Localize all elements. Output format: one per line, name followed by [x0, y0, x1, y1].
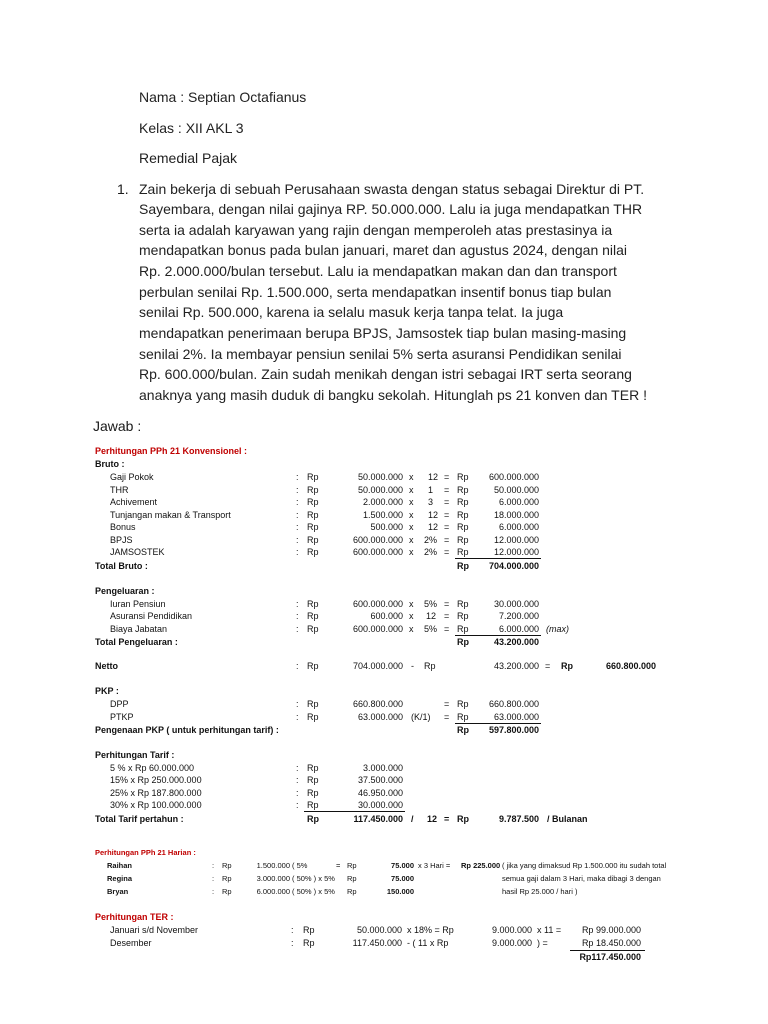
currency: Rp [457, 510, 469, 520]
currency: Rp [307, 763, 319, 773]
pengenaan-label: Pengenaan PKP ( untuk perhitungan tarif) : [95, 725, 279, 735]
row-name: Tunjangan makan & Transport [110, 510, 231, 520]
currency: Rp [457, 814, 469, 824]
row-pct: ( 50% ) x 5% [292, 874, 335, 883]
row-mult: x 3 Hari = [418, 861, 451, 870]
currency: Rp [307, 788, 319, 798]
tarif-label: Perhitungan Tarif : [95, 750, 175, 760]
currency: Rp [307, 611, 319, 621]
row-result: Rp 18.450.000 [581, 938, 641, 948]
row-name: 30% x Rp 100.000.000 [110, 800, 202, 810]
section-title-ter: Perhitungan TER : [95, 912, 174, 922]
row-name: Achivement [110, 497, 158, 507]
divide-sign: / [411, 814, 414, 824]
row-op: x [409, 510, 414, 520]
row-result: 63.000.000 [493, 712, 539, 722]
question-line: mendapatkan bonus pada bulan januari, maret dan agustus 2024, dengan nilai [139, 242, 628, 258]
equals: = [444, 522, 450, 532]
currency: Rp [307, 661, 319, 671]
equals: = [444, 547, 450, 557]
row-amount: 600.000 [370, 611, 403, 621]
question-line: Sayembara, dengan nilai gajinya RP. 50.000.000. Lalu ia juga mendapatkan THR [139, 201, 643, 217]
colon: : [291, 938, 294, 948]
currency: Rp [424, 661, 436, 671]
question-line: senilai Rp. 500.000, karena ia selalu masuk kerja tanpa telat. Ia juga [139, 304, 564, 320]
row-name: BPJS [110, 535, 133, 545]
colon: : [212, 874, 215, 883]
total-pengeluaran-value: 43.200.000 [493, 637, 539, 647]
colon: : [296, 522, 299, 532]
question-line: Rp. 2.000.000/bulan tersebut. Lalu ia mendapatkan makan dan dan transport [139, 263, 617, 279]
row-mult: 12 [426, 611, 437, 621]
ter-total: Rp117.450.000 [579, 952, 641, 962]
minus-sign: - [411, 661, 414, 671]
row-name: DPP [110, 699, 129, 709]
student-class: Kelas : XII AKL 3 [139, 120, 244, 136]
row-amount: 660.800.000 [352, 699, 403, 709]
currency: Rp [222, 874, 232, 883]
equals: = [444, 535, 450, 545]
row-name: Biaya Jabatan [110, 624, 168, 634]
colon: : [296, 599, 299, 609]
question-line: Rp. 600.000/bulan. Zain sudah menikah dengan istri sebagai IRT serta seorang [139, 366, 632, 382]
currency: Rp [457, 522, 469, 532]
row-note: ( jika yang dimaksud Rp 1.500.000 itu sudah total [502, 861, 667, 870]
row-mult: 5% [424, 624, 438, 634]
currency: Rp [347, 887, 357, 896]
netto-pengeluaran: 43.200.000 [493, 661, 539, 671]
currency: Rp [561, 661, 573, 671]
row-mult: 12 [428, 522, 439, 532]
row-mid: 9.000.000 [491, 925, 532, 935]
row-mult: 3 [428, 497, 434, 507]
row-result: 37.500.000 [357, 775, 403, 785]
currency: Rp [307, 814, 319, 824]
equals: = [444, 510, 450, 520]
row-mult: 12 [428, 510, 439, 520]
currency: Rp [457, 497, 469, 507]
row-amount: 500.000 [370, 522, 403, 532]
row-mult: 2% [424, 535, 438, 545]
row-amount: 600.000.000 [352, 535, 403, 545]
row-amount: 63.000.000 [357, 712, 403, 722]
colon: : [296, 800, 299, 810]
currency: Rp [307, 497, 319, 507]
currency: Rp [307, 599, 319, 609]
colon: : [296, 535, 299, 545]
row-mult: 2% [424, 547, 438, 557]
row-name: THR [110, 485, 129, 495]
row-name: Desember [110, 938, 152, 948]
colon: : [296, 624, 299, 634]
row-op: x [409, 497, 414, 507]
pengeluaran-label: Pengeluaran : [95, 586, 155, 596]
equals: = [545, 661, 551, 671]
row-mid: 9.000.000 [491, 938, 532, 948]
row-name: Regina [107, 874, 133, 883]
question-line: senilai 2%. Ia membayar pensiun senilai 5% serta asuransi Pendidikan senilai [139, 346, 622, 362]
equals: = [444, 699, 450, 709]
currency: Rp [457, 637, 469, 647]
row-amount: 600.000.000 [352, 624, 403, 634]
underline [304, 811, 405, 812]
row-amount: 50.000.000 [357, 472, 403, 482]
row-mult: x 11 = [537, 925, 562, 935]
currency: Rp [307, 712, 319, 722]
row-amount: 1.500.000 [256, 861, 290, 870]
currency: Rp [457, 699, 469, 709]
currency: Rp [457, 472, 469, 482]
row-amount: 600.000.000 [352, 599, 403, 609]
currency: Rp [307, 472, 319, 482]
equals: = [444, 497, 450, 507]
colon: : [296, 788, 299, 798]
colon: : [296, 611, 299, 621]
row-result: 6.000.000 [498, 497, 539, 507]
pengenaan-value: 597.800.000 [488, 725, 539, 735]
section-title-pph21: Perhitungan PPh 21 Konvensionel : [95, 446, 248, 456]
student-name: Nama : Septian Octafianus [139, 89, 307, 105]
currency: Rp [457, 535, 469, 545]
row-note: hasil Rp 25.000 / hari ) [502, 887, 578, 896]
question-number: 1. [117, 181, 129, 197]
question-line: anaknya yang masih duduk di bangku sekolah. Hitunglah ps 21 konven dan TER ! [139, 387, 647, 403]
colon: : [296, 763, 299, 773]
currency: Rp [457, 547, 469, 557]
colon: : [296, 699, 299, 709]
section-title-harian: Perhitungan PPh 21 Harian : [95, 848, 196, 857]
row-note: (max) [546, 624, 569, 634]
colon: : [296, 485, 299, 495]
row-result: 75.000 [391, 861, 414, 870]
equals: = [444, 485, 450, 495]
row-name: Gaji Pokok [110, 472, 154, 482]
total-bruto-label: Total Bruto : [95, 561, 148, 571]
row-pct: - ( 11 x Rp [407, 938, 449, 948]
equals: = [444, 599, 450, 609]
total-tarif-label: Total Tarif pertahun : [95, 814, 184, 824]
colon: : [296, 472, 299, 482]
row-result: 6.000.000 [498, 624, 539, 634]
currency: Rp [303, 925, 315, 935]
colon: : [296, 497, 299, 507]
row-mult: 5% [424, 599, 438, 609]
currency: Rp [347, 874, 357, 883]
currency: Rp [307, 535, 319, 545]
row-op: x [409, 522, 414, 532]
currency: Rp [307, 699, 319, 709]
row-name: Bryan [107, 887, 129, 896]
question-line: serta ia adalah karyawan yang rajin dengan memperoleh atas prestasinya ia [139, 222, 613, 238]
currency: Rp [457, 599, 469, 609]
netto-label: Netto [95, 661, 118, 671]
monthly-tax-value: 9.787.500 [498, 814, 539, 824]
equals: = [444, 611, 450, 621]
row-result: 12.000.000 [493, 535, 539, 545]
currency: Rp [347, 861, 357, 870]
row-total: Rp 225.000 [461, 861, 501, 870]
currency: Rp [457, 485, 469, 495]
equals: = [444, 472, 450, 482]
currency: Rp [307, 775, 319, 785]
pkp-label: PKP : [95, 686, 119, 696]
row-result: 30.000.000 [357, 800, 403, 810]
row-op: x [409, 485, 414, 495]
monthly-unit: / Bulanan [547, 814, 588, 824]
underline [455, 558, 541, 559]
row-result: 3.000.000 [362, 763, 403, 773]
row-name: PTKP [110, 712, 134, 722]
row-name: 25% x Rp 187.800.000 [110, 788, 202, 798]
row-op: x [409, 535, 414, 545]
row-name: Bonus [110, 522, 136, 532]
netto-bruto: 704.000.000 [352, 661, 403, 671]
total-tarif-value: 117.450.000 [353, 814, 403, 824]
row-result: 6.000.000 [498, 522, 539, 532]
currency: Rp [457, 611, 469, 621]
row-result: 18.000.000 [493, 510, 539, 520]
colon: : [296, 712, 299, 722]
row-amount: 50.000.000 [357, 485, 403, 495]
row-name: Januari s/d November [110, 925, 199, 935]
bruto-label: Bruto : [95, 459, 125, 469]
equals: = [444, 624, 450, 634]
currency: Rp [307, 800, 319, 810]
currency: Rp [457, 561, 469, 571]
row-result: 50.000.000 [493, 485, 539, 495]
question-line: mendapatkan penerimaan berupa BPJS, Jamsostek tiap bulan masing-masing [139, 325, 627, 341]
underline [455, 635, 541, 636]
months-count: 12 [427, 814, 438, 824]
currency: Rp [307, 547, 319, 557]
row-result: 600.000.000 [488, 472, 539, 482]
colon: : [212, 861, 215, 870]
colon: : [291, 925, 294, 935]
row-amount: 6.000.000 [256, 887, 290, 896]
row-op: x [409, 472, 414, 482]
underline [570, 950, 645, 951]
colon: : [212, 887, 215, 896]
row-pct: ( 50% ) x 5% [292, 887, 335, 896]
question-line: Zain bekerja di sebuah Perusahaan swasta dengan status sebagai Direktur di PT. [139, 181, 645, 197]
row-pct: x 18% = Rp [407, 925, 454, 935]
row-amount: 117.450.000 [352, 938, 402, 948]
row-result: 30.000.000 [493, 599, 539, 609]
row-amount: 1.500.000 [362, 510, 403, 520]
total-bruto-value: 704.000.000 [488, 561, 539, 571]
row-name: 15% x Rp 250.000.000 [110, 775, 202, 785]
currency: Rp [222, 861, 232, 870]
row-name: Iuran Pensiun [110, 599, 166, 609]
row-result: 12.000.000 [493, 547, 539, 557]
row-amount: 50.000.000 [356, 925, 402, 935]
row-amount: 2.000.000 [362, 497, 403, 507]
row-mult: 12 [428, 472, 439, 482]
currency: Rp [307, 510, 319, 520]
equals: = [444, 814, 450, 824]
row-mult: ) = [537, 938, 548, 948]
row-result: 150.000 [386, 887, 414, 896]
colon: : [296, 775, 299, 785]
row-op: x [409, 611, 414, 621]
row-result: Rp 99.000.000 [581, 925, 641, 935]
row-name: 5 % x Rp 60.000.000 [110, 763, 195, 773]
currency: Rp [457, 725, 469, 735]
answer-label: Jawab : [93, 418, 142, 434]
netto-value: 660.800.000 [605, 661, 656, 671]
row-amount: 600.000.000 [352, 547, 403, 557]
equals: = [444, 712, 450, 722]
currency: Rp [303, 938, 315, 948]
ptkp-status: (K/1) [411, 712, 431, 722]
colon: : [296, 661, 299, 671]
row-pct: ( 5% [292, 861, 308, 870]
row-name: Asuransi Pendidikan [110, 611, 193, 621]
row-note: semua gaji dalam 3 Hari, maka dibagi 3 dengan [502, 874, 661, 883]
row-amount: 3.000.000 [256, 874, 290, 883]
subject-title: Remedial Pajak [139, 150, 238, 166]
row-name: Raihan [107, 861, 133, 870]
currency: Rp [307, 485, 319, 495]
row-name: JAMSOSTEK [110, 547, 165, 557]
total-pengeluaran-label: Total Pengeluaran : [95, 637, 178, 647]
row-result: 660.800.000 [488, 699, 539, 709]
question-line: perbulan senilai Rp. 1.500.000, serta mendapatkan insentif bonus tiap bulan [139, 284, 612, 300]
colon: : [296, 510, 299, 520]
row-result: 46.950.000 [357, 788, 403, 798]
currency: Rp [222, 887, 232, 896]
row-op: x [409, 624, 414, 634]
currency: Rp [457, 712, 469, 722]
row-result: 75.000 [391, 874, 414, 883]
currency: Rp [307, 522, 319, 532]
row-op: x [409, 547, 414, 557]
row-op: x [409, 599, 414, 609]
underline [455, 723, 541, 724]
equals: = [336, 861, 341, 870]
colon: : [296, 547, 299, 557]
row-mult: 1 [428, 485, 434, 495]
currency: Rp [307, 624, 319, 634]
currency: Rp [457, 624, 469, 634]
row-result: 7.200.000 [498, 611, 539, 621]
